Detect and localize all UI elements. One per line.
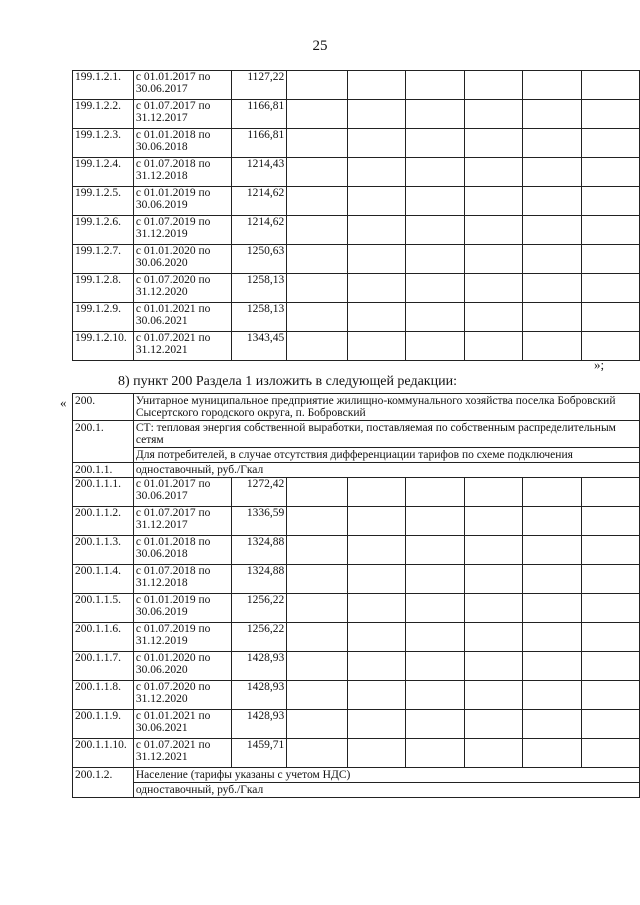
cell-empty [464, 274, 522, 303]
cell-empty [406, 623, 464, 652]
subsection-note-row [73, 448, 640, 463]
cell-empty [464, 303, 522, 332]
cell-empty [464, 652, 522, 681]
cell-empty [347, 245, 405, 274]
cell-empty [523, 681, 581, 710]
cell-empty [287, 536, 347, 565]
cell-empty [347, 681, 405, 710]
cell-empty [287, 303, 347, 332]
table-row [73, 274, 640, 303]
cell-empty [347, 507, 405, 536]
cell-empty [287, 245, 347, 274]
cell-empty [406, 652, 464, 681]
subsection-row [73, 421, 640, 448]
cell-period: с 01.01.2018 по 30.06.2018 [133, 129, 231, 158]
cell-empty [464, 478, 522, 507]
cell-period: с 01.07.2017 по 31.12.2017 [133, 100, 231, 129]
cell-period: с 01.07.2019 по 31.12.2019 [133, 216, 231, 245]
cell-empty [464, 158, 522, 187]
cell-period: с 01.01.2020 по 30.06.2020 [133, 245, 231, 274]
cell-empty [287, 681, 347, 710]
cell-empty [287, 710, 347, 739]
table-row [73, 129, 640, 158]
table-row [73, 158, 640, 187]
cell-code: 199.1.2.4. [73, 158, 134, 187]
cell-value: 1324,88 [231, 536, 287, 565]
cell-empty [523, 710, 581, 739]
cell-empty [523, 245, 581, 274]
population-row [73, 768, 640, 783]
tariff-type-code: 200.1.1. [73, 463, 134, 478]
cell-empty [347, 303, 405, 332]
table-row [73, 536, 640, 565]
cell-code: 200.1.1.10. [73, 739, 134, 768]
tariff-type-row [73, 463, 640, 478]
cell-empty [581, 274, 640, 303]
cell-empty [581, 710, 640, 739]
cell-empty [287, 216, 347, 245]
cell-empty [406, 536, 464, 565]
cell-empty [406, 216, 464, 245]
cell-empty [523, 536, 581, 565]
cell-empty [347, 710, 405, 739]
cell-empty [581, 332, 640, 361]
cell-code: 200.1.1.5. [73, 594, 134, 623]
cell-empty [406, 274, 464, 303]
table-row [73, 623, 640, 652]
tariff-table-199 [72, 70, 640, 361]
table-row [73, 681, 640, 710]
cell-empty [523, 652, 581, 681]
cell-empty [581, 623, 640, 652]
cell-code: 199.1.2.7. [73, 245, 134, 274]
cell-empty [523, 100, 581, 129]
cell-period: с 01.07.2019 по 31.12.2019 [133, 623, 231, 652]
cell-empty [347, 739, 405, 768]
cell-empty [406, 681, 464, 710]
cell-period: с 01.07.2020 по 31.12.2020 [133, 681, 231, 710]
section-code: 200. [73, 394, 134, 421]
cell-code: 200.1.1.8. [73, 681, 134, 710]
cell-period: с 01.01.2019 по 30.06.2019 [133, 594, 231, 623]
cell-empty [287, 100, 347, 129]
cell-empty [287, 71, 347, 100]
cell-period: с 01.01.2017 по 30.06.2017 [133, 71, 231, 100]
cell-empty [523, 216, 581, 245]
cell-empty [581, 129, 640, 158]
cell-empty [406, 594, 464, 623]
cell-value: 1250,63 [231, 245, 287, 274]
cell-empty [581, 245, 640, 274]
cell-empty [406, 158, 464, 187]
cell-empty [464, 536, 522, 565]
cell-empty [523, 274, 581, 303]
cell-empty [287, 507, 347, 536]
page-number: 25 [312, 38, 328, 54]
cell-empty [287, 187, 347, 216]
table-row [73, 303, 640, 332]
cell-period: с 01.01.2021 по 30.06.2021 [133, 303, 231, 332]
cell-empty [464, 594, 522, 623]
cell-empty [581, 739, 640, 768]
table-row [73, 245, 640, 274]
cell-empty [347, 216, 405, 245]
cell-period: с 01.01.2021 по 30.06.2021 [133, 710, 231, 739]
subsection-note: Для потребителей, в случае отсутствия дифференциации тарифов по схеме подключения [133, 448, 639, 463]
cell-empty [347, 100, 405, 129]
cell-code: 199.1.2.3. [73, 129, 134, 158]
cell-empty [523, 594, 581, 623]
cell-value: 1258,13 [231, 274, 287, 303]
cell-empty [464, 623, 522, 652]
table-row [73, 216, 640, 245]
cell-empty [347, 274, 405, 303]
cell-code: 199.1.2.2. [73, 100, 134, 129]
cell-code: 200.1.1.9. [73, 710, 134, 739]
cell-code: 199.1.2.1. [73, 71, 134, 100]
section-row [73, 394, 640, 421]
cell-empty [464, 187, 522, 216]
cell-empty [464, 739, 522, 768]
cell-value: 1324,88 [231, 565, 287, 594]
cell-empty [406, 739, 464, 768]
table-row [73, 710, 640, 739]
cell-empty [406, 187, 464, 216]
cell-empty [287, 158, 347, 187]
cell-empty [287, 332, 347, 361]
cell-empty [581, 594, 640, 623]
closing-quote: »; [594, 357, 605, 372]
cell-empty [347, 71, 405, 100]
cell-value: 1256,22 [231, 594, 287, 623]
cell-empty [347, 652, 405, 681]
cell-empty [347, 565, 405, 594]
cell-empty [347, 158, 405, 187]
cell-value: 1166,81 [231, 129, 287, 158]
cell-empty [406, 71, 464, 100]
cell-empty [523, 332, 581, 361]
cell-value: 1256,22 [231, 623, 287, 652]
cell-empty [581, 71, 640, 100]
cell-empty [523, 187, 581, 216]
cell-empty [287, 739, 347, 768]
table-row [73, 739, 640, 768]
table-row [73, 594, 640, 623]
cell-empty [287, 594, 347, 623]
section-title: Унитарное муниципальное предприятие жилищно-коммунального хозяйства поселка Бобровский Сысертского городского округа, п. Бобровский [133, 394, 639, 421]
cell-empty [406, 129, 464, 158]
cell-value: 1214,62 [231, 187, 287, 216]
population-code: 200.1.2. [73, 768, 134, 798]
cell-period: с 01.01.2020 по 30.06.2020 [133, 652, 231, 681]
cell-empty [406, 332, 464, 361]
cell-empty [347, 187, 405, 216]
cell-empty [464, 565, 522, 594]
table-row [73, 187, 640, 216]
cell-period: с 01.07.2021 по 31.12.2021 [133, 332, 231, 361]
cell-empty [347, 129, 405, 158]
cell-value: 1428,93 [231, 681, 287, 710]
cell-empty [581, 565, 640, 594]
cell-empty [523, 565, 581, 594]
cell-empty [347, 623, 405, 652]
cell-value: 1166,81 [231, 100, 287, 129]
cell-empty [464, 245, 522, 274]
cell-value: 1272,42 [231, 478, 287, 507]
cell-empty [464, 332, 522, 361]
cell-empty [523, 303, 581, 332]
cell-empty [523, 71, 581, 100]
cell-empty [581, 158, 640, 187]
cell-period: с 01.07.2021 по 31.12.2021 [133, 739, 231, 768]
cell-empty [464, 507, 522, 536]
subsection-code: 200.1. [73, 421, 134, 463]
cell-period: с 01.07.2020 по 31.12.2020 [133, 274, 231, 303]
population-sub-row [73, 783, 640, 798]
cell-empty [523, 739, 581, 768]
cell-value: 1127,22 [231, 71, 287, 100]
cell-empty [406, 710, 464, 739]
cell-empty [406, 245, 464, 274]
cell-empty [581, 303, 640, 332]
table-row [73, 565, 640, 594]
cell-empty [287, 652, 347, 681]
cell-empty [347, 594, 405, 623]
cell-empty [581, 100, 640, 129]
cell-empty [523, 158, 581, 187]
cell-code: 199.1.2.5. [73, 187, 134, 216]
cell-empty [287, 478, 347, 507]
cell-empty [581, 652, 640, 681]
cell-empty [581, 478, 640, 507]
cell-empty [347, 332, 405, 361]
cell-period: с 01.07.2017 по 31.12.2017 [133, 507, 231, 536]
cell-empty [523, 507, 581, 536]
tariff-table-200 [72, 393, 640, 798]
cell-empty [581, 536, 640, 565]
cell-period: с 01.01.2017 по 30.06.2017 [133, 478, 231, 507]
cell-period: с 01.07.2018 по 31.12.2018 [133, 565, 231, 594]
table-row [73, 332, 640, 361]
cell-code: 199.1.2.10. [73, 332, 134, 361]
cell-empty [523, 129, 581, 158]
tariff-type-label: одноставочный, руб./Гкал [133, 463, 639, 478]
cell-period: с 01.07.2018 по 31.12.2018 [133, 158, 231, 187]
cell-empty [406, 100, 464, 129]
cell-empty [581, 507, 640, 536]
cell-period: с 01.01.2019 по 30.06.2019 [133, 187, 231, 216]
table-row [73, 478, 640, 507]
cell-code: 199.1.2.9. [73, 303, 134, 332]
amendment-heading: 8) пункт 200 Раздела 1 изложить в следующей редакции: [118, 374, 457, 389]
cell-empty [347, 536, 405, 565]
cell-empty [287, 565, 347, 594]
cell-code: 200.1.1.7. [73, 652, 134, 681]
cell-value: 1214,43 [231, 158, 287, 187]
cell-empty [523, 623, 581, 652]
cell-empty [464, 129, 522, 158]
cell-code: 200.1.1.6. [73, 623, 134, 652]
cell-value: 1428,93 [231, 652, 287, 681]
cell-empty [406, 303, 464, 332]
cell-empty [581, 216, 640, 245]
table-row [73, 100, 640, 129]
cell-empty [523, 478, 581, 507]
subsection-title: СТ: тепловая энергия собственной выработки, поставляемая по собственным распределительным сетям [133, 421, 639, 448]
cell-period: с 01.01.2018 по 30.06.2018 [133, 536, 231, 565]
cell-code: 200.1.1.1. [73, 478, 134, 507]
cell-empty [406, 565, 464, 594]
cell-empty [464, 681, 522, 710]
population-label: Население (тарифы указаны с учетом НДС) [133, 768, 639, 783]
cell-empty [464, 100, 522, 129]
cell-code: 199.1.2.6. [73, 216, 134, 245]
cell-empty [581, 681, 640, 710]
table-row [73, 652, 640, 681]
cell-code: 200.1.1.4. [73, 565, 134, 594]
cell-value: 1214,62 [231, 216, 287, 245]
cell-value: 1459,71 [231, 739, 287, 768]
table-row [73, 507, 640, 536]
cell-code: 200.1.1.3. [73, 536, 134, 565]
cell-empty [406, 478, 464, 507]
cell-empty [464, 71, 522, 100]
opening-quote: « [60, 395, 67, 410]
cell-value: 1258,13 [231, 303, 287, 332]
population-sublabel: одноставочный, руб./Гкал [133, 783, 639, 798]
cell-empty [347, 478, 405, 507]
cell-empty [464, 710, 522, 739]
cell-value: 1336,59 [231, 507, 287, 536]
table-row [73, 71, 640, 100]
cell-empty [581, 187, 640, 216]
cell-code: 199.1.2.8. [73, 274, 134, 303]
cell-empty [406, 507, 464, 536]
cell-value: 1343,45 [231, 332, 287, 361]
cell-empty [287, 623, 347, 652]
cell-empty [287, 129, 347, 158]
cell-empty [287, 274, 347, 303]
cell-value: 1428,93 [231, 710, 287, 739]
cell-empty [464, 216, 522, 245]
cell-code: 200.1.1.2. [73, 507, 134, 536]
